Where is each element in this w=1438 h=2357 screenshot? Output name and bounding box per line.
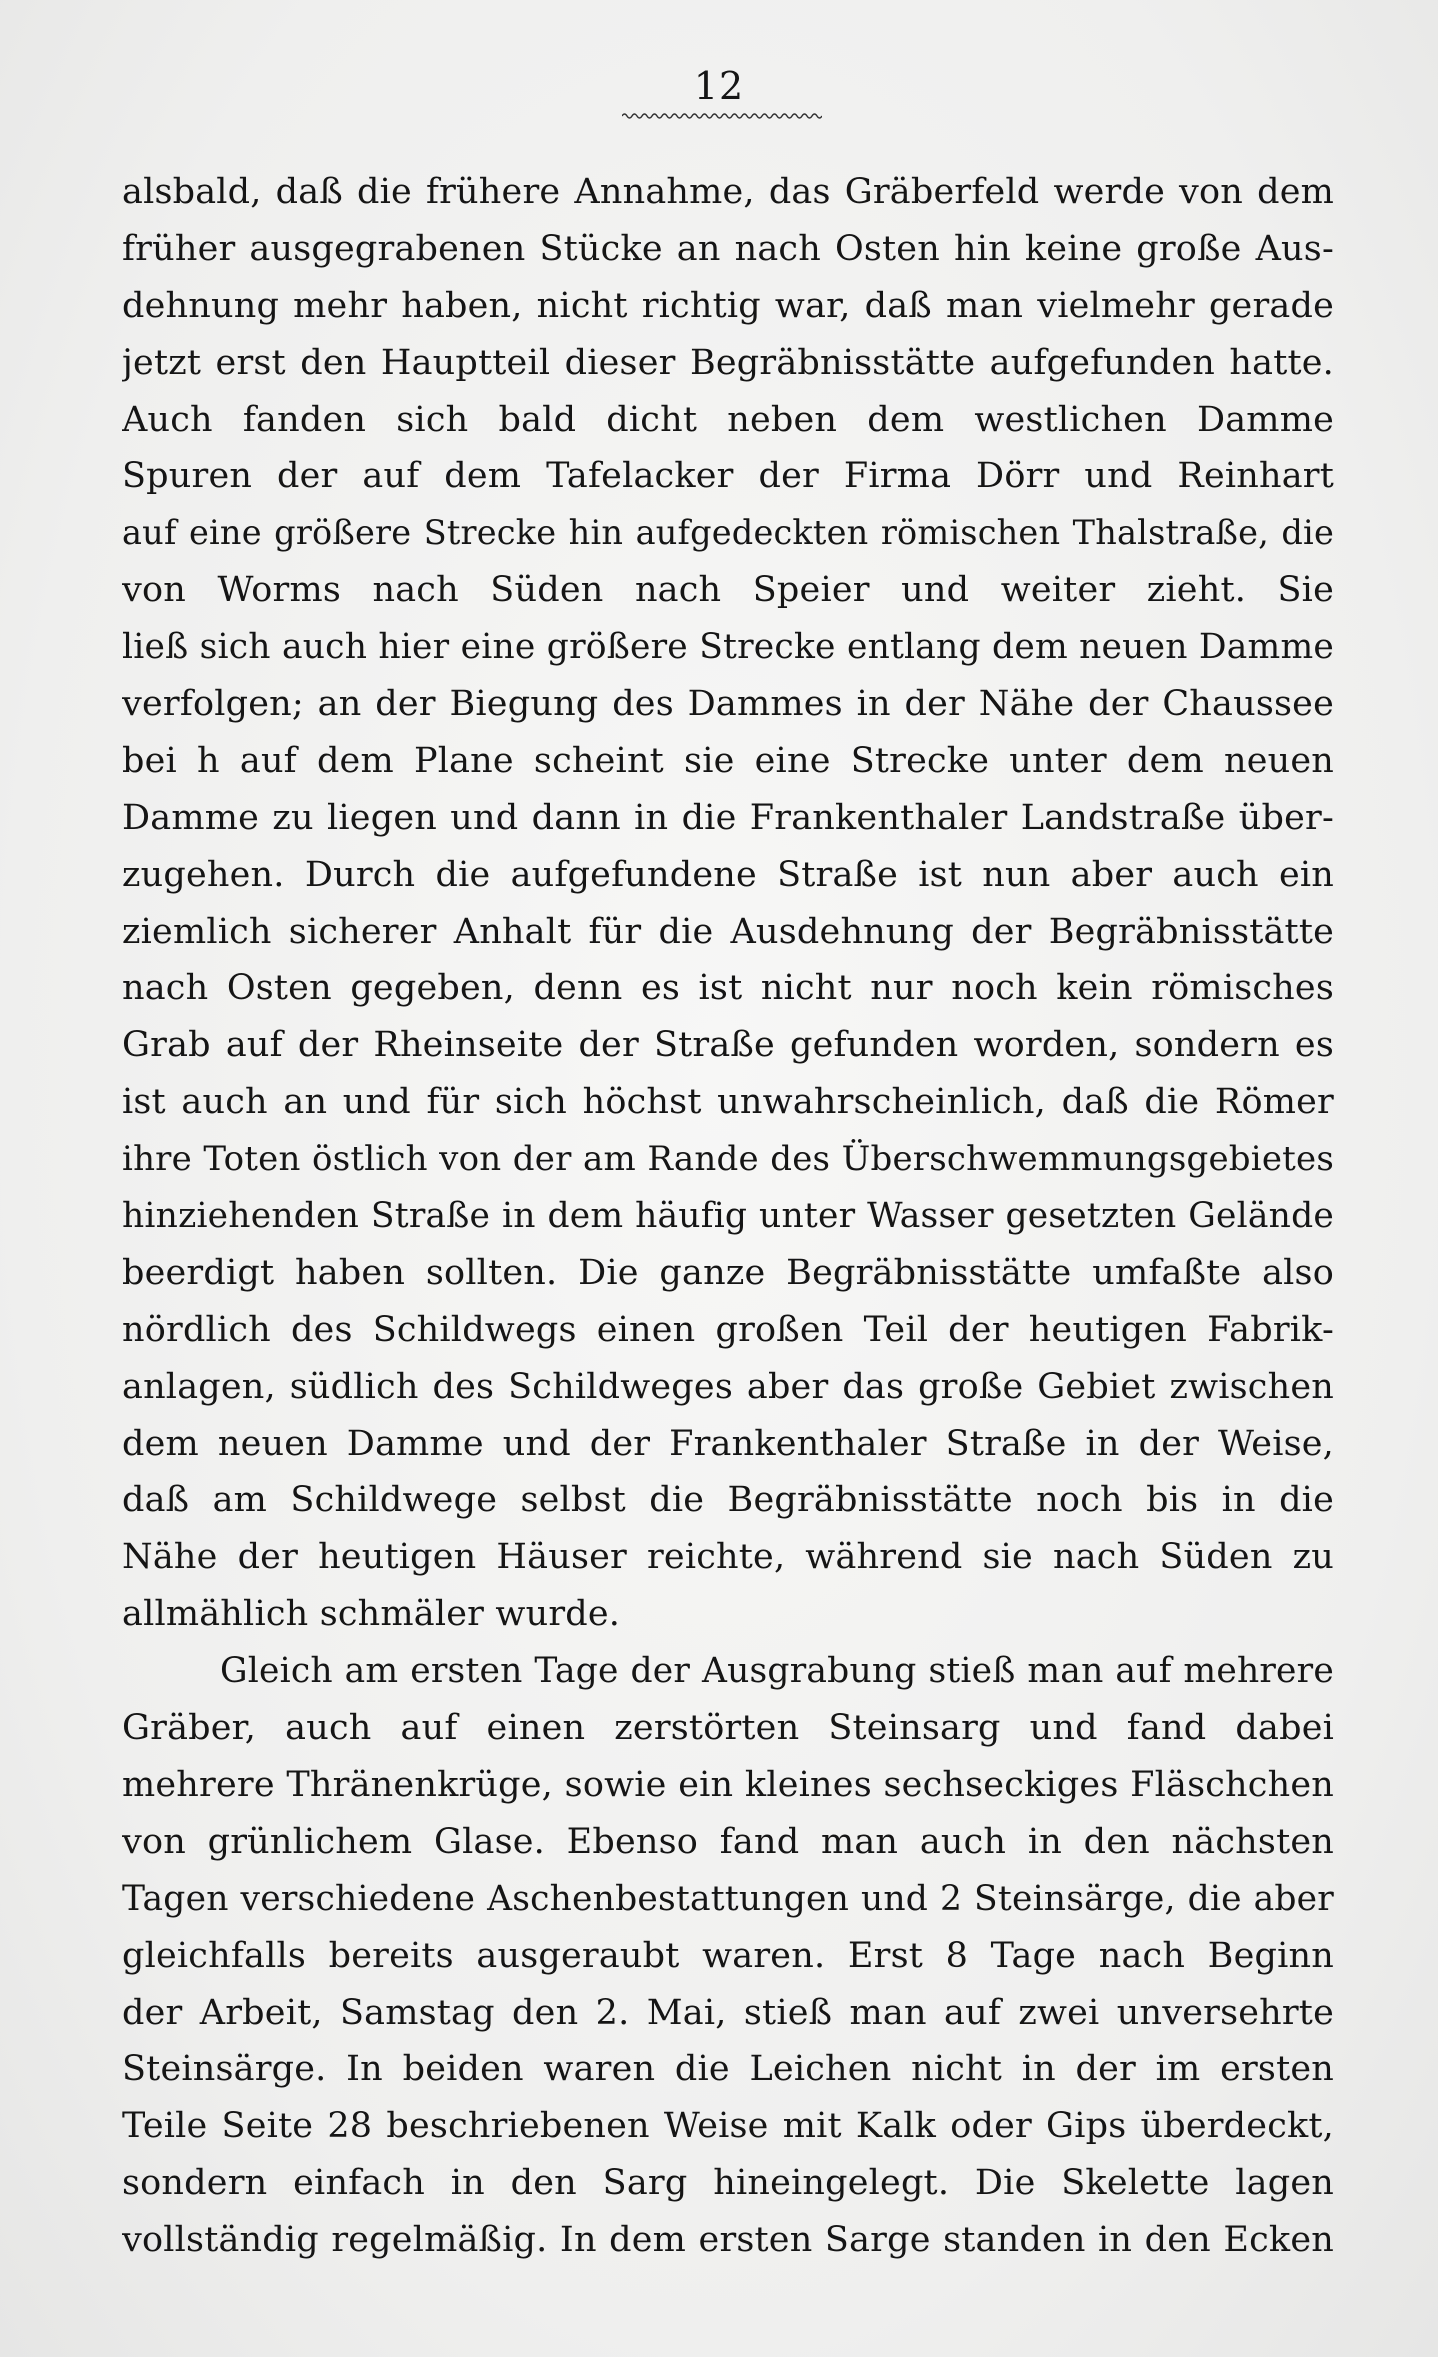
text-line: Spuren der auf dem Tafelacker der Firma Dörr und Reinhart (122, 456, 1334, 497)
text-line: mehrere Thränenkrüge, sowie ein kleines sechseckiges Fläschchen (122, 1764, 1334, 1805)
page-number: 12 (693, 64, 745, 108)
text-line: Teile Seite 28 beschriebenen Weise mit Kalk oder Gips überdeckt, (122, 2106, 1334, 2147)
text-line: ziemlich sicherer Anhalt für die Ausdehnung der Begräbnisstätte (122, 911, 1334, 952)
text-line: von grünlichem Glase. Ebenso fand man auch in den nächsten (122, 1821, 1334, 1862)
text-line: anlagen, südlich des Schildweges aber das große Gebiet zwischen (122, 1366, 1334, 1407)
text-line: verfolgen; an der Biegung des Dammes in der Nähe der Chaussee (122, 684, 1334, 725)
text-line: dehnung mehr haben, nicht richtig war, daß man vielmehr gerade (122, 285, 1334, 326)
text-line: sondern einfach in den Sarg hineingelegt. Die Skelette lagen (122, 2163, 1334, 2204)
text-line: Nähe der heutigen Häuser reichte, während sie nach Süden zu (122, 1537, 1334, 1578)
text-line: hinziehenden Straße in dem häufig unter Wasser gesetzten Gelände (122, 1196, 1334, 1237)
body-text (122, 164, 1334, 2269)
text-line: jetzt erst den Hauptteil dieser Begräbnisstätte aufgefunden hatte. (122, 342, 1334, 383)
text-line: Steinsärge. In beiden waren die Leichen nicht in der im ersten (122, 2049, 1334, 2090)
text-line: auf eine größere Strecke hin aufgedeckten römischen Thalstraße, die (122, 513, 1334, 553)
text-line: bei h auf dem Plane scheint sie eine Strecke unter dem neuen (122, 740, 1334, 781)
text-line: dem neuen Damme und der Frankenthaler Straße in der Weise, (122, 1423, 1334, 1464)
text-line: nach Osten gegeben, denn es ist nicht nur noch kein römisches (122, 968, 1334, 1009)
text-line: ließ sich auch hier eine größere Strecke entlang dem neuen Damme (122, 627, 1334, 668)
text-line: Gleich am ersten Tage der Ausgrabung stieß man auf mehrere (220, 1651, 1334, 1692)
text-line: von Worms nach Süden nach Speier und weiter zieht. Sie (122, 570, 1334, 611)
wavy-rule-ornament (622, 112, 822, 120)
text-line: früher ausgegrabenen Stücke an nach Osten hin keine große Aus- (122, 228, 1334, 269)
text-line: zugehen. Durch die aufgefundene Straße ist nun aber auch ein (122, 854, 1334, 895)
text-line: Damme zu liegen und dann in die Frankenthaler Landstraße über- (122, 797, 1334, 838)
text-line: ihre Toten östlich von der am Rande des Überschwemmungsgebietes (122, 1139, 1334, 1180)
text-line: der Arbeit, Samstag den 2. Mai, stieß man auf zwei unversehrte (122, 1992, 1334, 2033)
text-line: Tagen verschiedene Aschenbestattungen und 2 Steinsärge, die aber (122, 1878, 1334, 1919)
text-line: gleichfalls bereits ausgeraubt waren. Erst 8 Tage nach Beginn (122, 1935, 1334, 1976)
text-line: alsbald, daß die frühere Annahme, das Gräberfeld werde von dem (122, 172, 1334, 212)
text-line: beerdigt haben sollten. Die ganze Begräbnisstätte umfaßte also (122, 1252, 1334, 1293)
text-line: ist auch an und für sich höchst unwahrscheinlich, daß die Römer (122, 1082, 1334, 1123)
text-line: vollständig regelmäßig. In dem ersten Sarge standen in den Ecken (122, 2220, 1334, 2261)
text-line: Auch fanden sich bald dicht neben dem westlichen Damme (122, 399, 1334, 440)
text-line: Grab auf der Rheinseite der Straße gefunden worden, sondern es (122, 1025, 1334, 1066)
text-line: nördlich des Schildwegs einen großen Teil der heutigen Fabrik- (122, 1309, 1334, 1350)
text-line: allmählich schmäler wurde. (122, 1594, 621, 1635)
text-line: daß am Schildwege selbst die Begräbnisstätte noch bis in die (122, 1480, 1334, 1521)
text-line: Gräber, auch auf einen zerstörten Steinsarg und fand dabei (122, 1708, 1334, 1749)
